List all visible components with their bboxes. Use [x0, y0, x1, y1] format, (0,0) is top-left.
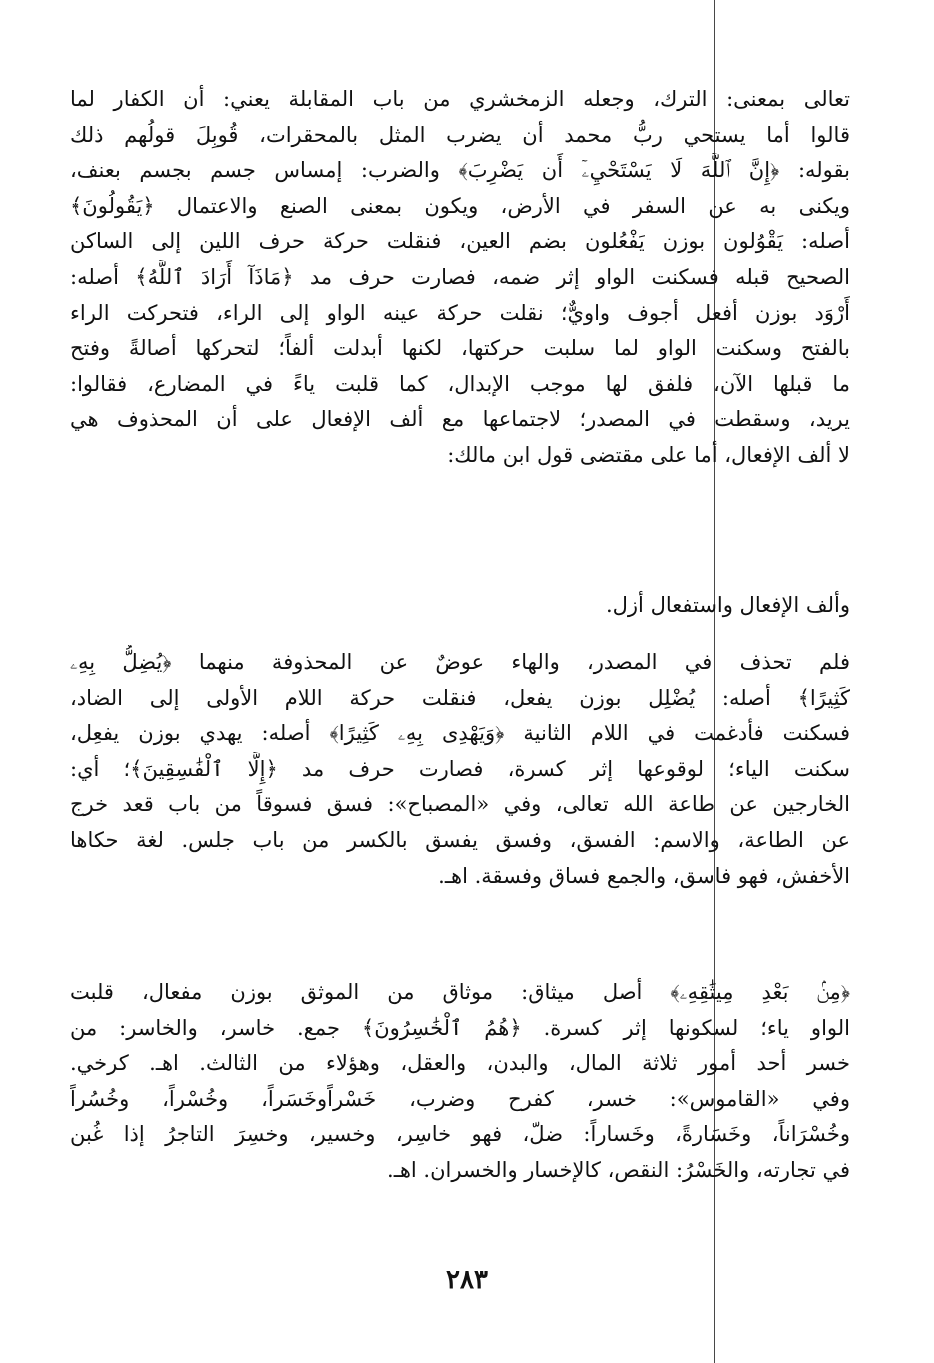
- text-line: يريد، وسقطت في المصدر؛ لاجتماعها مع ألف الإفعال على أن المحذوف هي: [70, 407, 850, 432]
- text-line: الصحيح قبله فسكنت الواو إثر ضمه، فصارت حرف مد ﴿مَاذَآ أَرَادَ ٱللَّهُ﴾ أصله:: [70, 264, 850, 289]
- text-line: فسكنت فأدغمت في اللام الثانية ﴿وَيَهْدِى بِهِۦ كَثِيرًا﴾ أصله: يهدي بوزن يفعِل،: [70, 721, 850, 746]
- text-line: تعالى بمعنى: الترك، وجعله الزمخشري من باب المقابلة يعني: أن الكفار لما: [70, 87, 850, 111]
- text-line: أصله: يَقْوُلون بوزن يَفْعُلون بضم العين، فنقلت حركة حرف اللين إلى الساكن: [70, 229, 850, 254]
- text-line: الأخفش، فهو فاسق، والجمع فساق وفسقة. اهـ.: [438, 863, 850, 888]
- text-line: الواو ياء؛ لسكونها إثر كسرة. ﴿هُمُ ٱلْخَٰسِرُونَ﴾ جمع. خاسر، والخاسر: من: [70, 1015, 850, 1040]
- text-line: خسر أحد أمور ثلاثة المال، والبدن، والعقل، وهؤلاء من الثالث. اهـ. كرخي.: [70, 1051, 850, 1076]
- text-line: لا ألف الإفعال، أما على مقتضى قول ابن مالك:: [447, 442, 850, 467]
- paragraph-1: [70, 82, 850, 474]
- text-line: قالوا أما يستحي ربُّ محمد أن يضرب المثل بالمحقرات، قُوبِلَ قولُهم ذلك: [70, 122, 850, 147]
- text-line: وألف الإفعال واستفعال أزل.: [605, 593, 850, 617]
- text-line: بالفتح وسكنت الواو لما سلبت حركتها، لكنها أبدلت ألفاً؛ لتحركها أصالةً وفتح: [70, 336, 850, 361]
- text-line: وخُسْرَاناً، وخَسَارةً، وخَساراً: ضلّ، فهو خاسِر، وخسير، وخسِرَ التاجرُ إذا غُبن: [70, 1122, 850, 1147]
- text-line: فلم تحذف في المصدر، والهاء عوضٌ عن المحذوفة منهما ﴿يُضِلُّ بِهِۦ: [70, 650, 850, 674]
- verse-quote: [70, 588, 850, 624]
- paragraph-4: [70, 975, 850, 1189]
- text-line: بقوله: ﴿إِنَّ ٱللَّهَ لَا يَسْتَحْيِۦٓ أَن يَضْرِبَ﴾ والضرب: إمساس جسم بجسم بعنف،: [70, 158, 850, 183]
- text-line: في تجارته، والخَسْرُ: النقص، كالإخسار والخسران. اهـ.: [387, 1157, 850, 1182]
- text-line: سكنت الياء؛ لوقوعها إثر كسرة، فصارت حرف مد ﴿إِلَّا ٱلْفَٰسِقِينَ﴾؛ أي:: [70, 756, 850, 781]
- text-line: ﴿مِنۢ بَعْدِ مِيثَٰقِهِۦ﴾ أصل ميثاق: موثاق من الموثق بوزن مفعال، قلبت: [70, 980, 850, 1004]
- text-line: ويكنى به عن السفر في الأرض، ويكون بمعنى الصنع والاعتمال ﴿يَقُولُونَ﴾: [70, 193, 850, 218]
- text-line: أَرْوَد بوزن أفعل أجوف واويٌّ؛ نقلت حركة عينه الواو إلى الراء، فتحركت الراء: [70, 300, 850, 325]
- text-line: كَثِيرًا﴾ أصله: يُضْلِل بوزن يفعل، فنقلت حركة اللام الأولى إلى الضاد،: [70, 685, 850, 710]
- text-line: عن الطاعة، والاسم: الفسق، وفسق يفسق بالكسر من باب جلس. لغة حكاها: [70, 827, 850, 852]
- paragraph-3: [70, 645, 850, 894]
- text-line: وفي «القاموس»: خسر، كفرح وضرب، خَسْراًوخَسَراً، وخُسْراً، وخُسُراً: [70, 1086, 850, 1111]
- text-line: الخارجين عن طاعة الله تعالى، وفي «المصباح»: فسق فسوقاً من باب قعد خرج: [70, 792, 850, 817]
- page-number: ٢٨٣: [446, 1265, 488, 1295]
- text-line: ما قبلها الآن، فلفق لها موجب الإبدال، كما قلبت ياءً في المضارع، فقالوا:: [70, 371, 850, 396]
